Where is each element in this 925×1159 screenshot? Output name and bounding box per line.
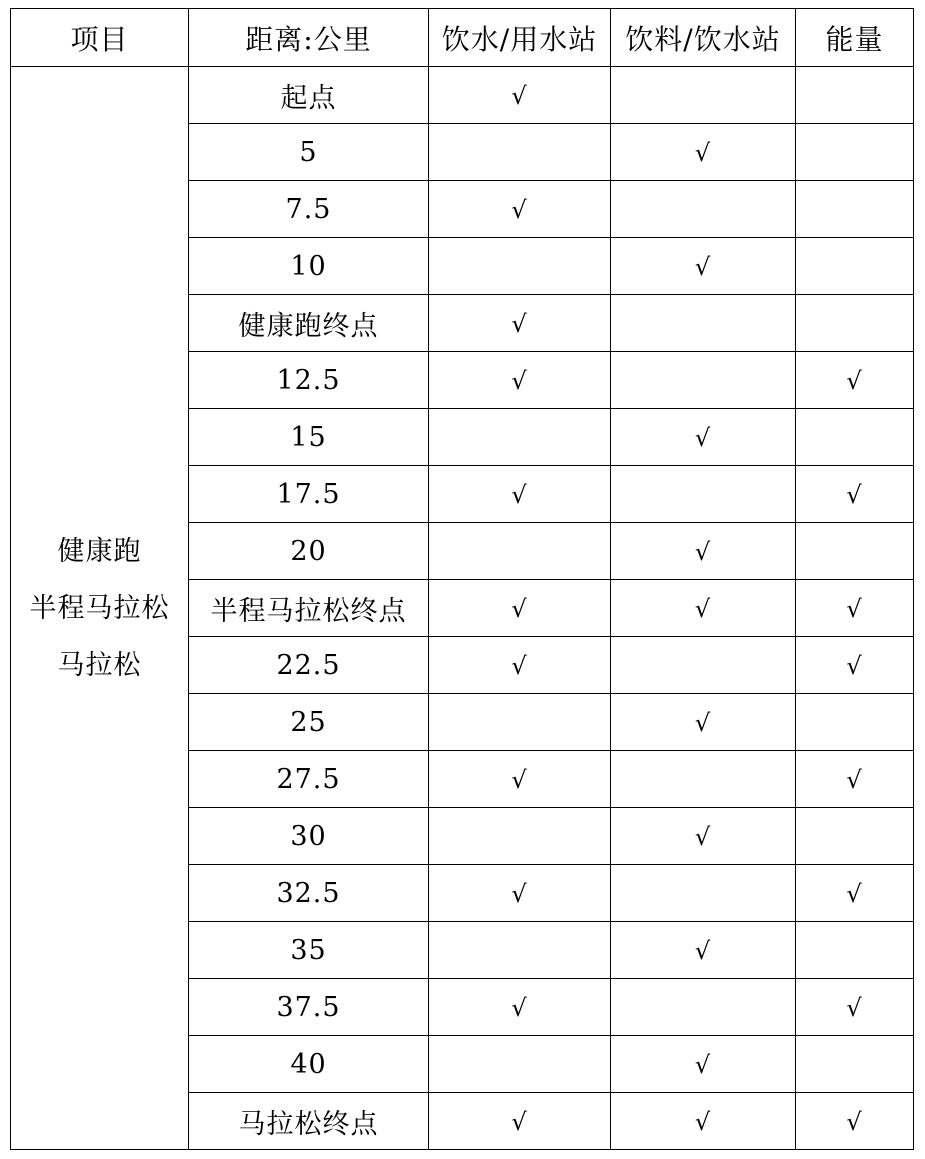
water-station-cell bbox=[429, 694, 611, 751]
water-station-cell bbox=[429, 523, 611, 580]
header-project: 项目 bbox=[11, 9, 189, 67]
energy-cell bbox=[796, 979, 914, 1036]
distance-cell: 25 bbox=[189, 694, 429, 751]
check-mark-icon: √ bbox=[846, 651, 863, 680]
drink-station-cell bbox=[611, 580, 796, 637]
water-station-cell bbox=[429, 922, 611, 979]
check-mark-icon: √ bbox=[846, 1107, 863, 1136]
header-water-station: 饮水/用水站 bbox=[429, 9, 611, 67]
check-mark-icon: √ bbox=[694, 708, 712, 737]
drink-station-cell bbox=[611, 751, 796, 808]
drink-station-cell bbox=[611, 637, 796, 694]
check-mark-icon: √ bbox=[511, 594, 528, 623]
check-mark-icon: √ bbox=[694, 423, 712, 452]
drink-station-cell bbox=[611, 694, 796, 751]
header-row bbox=[11, 9, 914, 67]
distance-cell: 7.5 bbox=[189, 181, 429, 238]
check-mark-icon: √ bbox=[511, 195, 528, 224]
energy-cell bbox=[796, 865, 914, 922]
distance-cell: 5 bbox=[189, 124, 429, 181]
drink-station-cell bbox=[611, 466, 796, 523]
energy-cell bbox=[796, 67, 914, 124]
energy-cell bbox=[796, 694, 914, 751]
water-station-cell bbox=[429, 466, 611, 523]
distance-cell: 40 bbox=[189, 1036, 429, 1093]
drink-station-cell bbox=[611, 295, 796, 352]
check-mark-icon: √ bbox=[694, 594, 712, 623]
drink-station-cell bbox=[611, 865, 796, 922]
project-line: 半程马拉松 bbox=[29, 592, 170, 624]
water-station-cell bbox=[429, 124, 611, 181]
energy-cell bbox=[796, 637, 914, 694]
check-mark-icon: √ bbox=[846, 879, 863, 908]
check-mark-icon: √ bbox=[511, 366, 528, 395]
water-station-cell bbox=[429, 580, 611, 637]
distance-cell: 半程马拉松终点 bbox=[189, 580, 429, 637]
aid-station-table bbox=[10, 8, 914, 1150]
energy-cell bbox=[796, 751, 914, 808]
check-mark-icon: √ bbox=[846, 993, 863, 1022]
water-station-cell bbox=[429, 1036, 611, 1093]
distance-cell: 起点 bbox=[189, 67, 429, 124]
check-mark-icon: √ bbox=[846, 366, 863, 395]
water-station-cell bbox=[429, 67, 611, 124]
check-mark-icon: √ bbox=[511, 309, 528, 338]
check-mark-icon: √ bbox=[511, 81, 528, 110]
water-station-cell bbox=[429, 181, 611, 238]
check-mark-icon: √ bbox=[511, 1107, 528, 1136]
distance-cell: 30 bbox=[189, 808, 429, 865]
distance-cell: 12.5 bbox=[189, 352, 429, 409]
water-station-cell bbox=[429, 637, 611, 694]
water-station-cell bbox=[429, 1093, 611, 1150]
table-body bbox=[11, 67, 914, 1150]
energy-cell bbox=[796, 238, 914, 295]
drink-station-cell bbox=[611, 922, 796, 979]
water-station-cell bbox=[429, 808, 611, 865]
check-mark-icon: √ bbox=[694, 1107, 712, 1136]
energy-cell bbox=[796, 352, 914, 409]
energy-cell bbox=[796, 1036, 914, 1093]
check-mark-icon: √ bbox=[511, 993, 528, 1022]
energy-cell bbox=[796, 466, 914, 523]
energy-cell bbox=[796, 124, 914, 181]
distance-cell: 22.5 bbox=[189, 637, 429, 694]
energy-cell bbox=[796, 295, 914, 352]
distance-cell: 17.5 bbox=[189, 466, 429, 523]
distance-cell: 10 bbox=[189, 238, 429, 295]
check-mark-icon: √ bbox=[694, 936, 712, 965]
distance-cell: 15 bbox=[189, 409, 429, 466]
drink-station-cell bbox=[611, 181, 796, 238]
water-station-cell bbox=[429, 295, 611, 352]
drink-station-cell bbox=[611, 238, 796, 295]
distance-cell: 27.5 bbox=[189, 751, 429, 808]
drink-station-cell bbox=[611, 124, 796, 181]
drink-station-cell bbox=[611, 409, 796, 466]
distance-cell: 马拉松终点 bbox=[189, 1093, 429, 1150]
energy-cell bbox=[796, 523, 914, 580]
distance-cell: 20 bbox=[189, 523, 429, 580]
check-mark-icon: √ bbox=[694, 138, 712, 167]
check-mark-icon: √ bbox=[694, 537, 712, 566]
energy-cell bbox=[796, 580, 914, 637]
header-drink-station: 饮料/饮水站 bbox=[611, 9, 796, 67]
drink-station-cell bbox=[611, 352, 796, 409]
water-station-cell bbox=[429, 409, 611, 466]
distance-cell: 健康跑终点 bbox=[189, 295, 429, 352]
project-cell bbox=[11, 67, 189, 1150]
distance-cell: 37.5 bbox=[189, 979, 429, 1036]
energy-cell bbox=[796, 409, 914, 466]
water-station-cell bbox=[429, 979, 611, 1036]
check-mark-icon: √ bbox=[694, 1050, 712, 1079]
distance-cell: 32.5 bbox=[189, 865, 429, 922]
water-station-cell bbox=[429, 865, 611, 922]
water-station-cell bbox=[429, 238, 611, 295]
distance-cell: 35 bbox=[189, 922, 429, 979]
project-line: 健康跑 bbox=[57, 535, 142, 567]
drink-station-cell bbox=[611, 1036, 796, 1093]
energy-cell bbox=[796, 1093, 914, 1150]
drink-station-cell bbox=[611, 523, 796, 580]
energy-cell bbox=[796, 181, 914, 238]
energy-cell bbox=[796, 808, 914, 865]
check-mark-icon: √ bbox=[846, 594, 863, 623]
check-mark-icon: √ bbox=[511, 651, 528, 680]
check-mark-icon: √ bbox=[511, 765, 528, 794]
check-mark-icon: √ bbox=[846, 765, 863, 794]
project-line: 马拉松 bbox=[57, 649, 142, 681]
header-distance: 距离:公里 bbox=[189, 9, 429, 67]
check-mark-icon: √ bbox=[694, 252, 712, 281]
header-energy: 能量 bbox=[796, 9, 914, 67]
check-mark-icon: √ bbox=[694, 822, 712, 851]
drink-station-cell bbox=[611, 808, 796, 865]
drink-station-cell bbox=[611, 67, 796, 124]
drink-station-cell bbox=[611, 1093, 796, 1150]
check-mark-icon: √ bbox=[511, 879, 528, 908]
table-row bbox=[11, 67, 914, 124]
check-mark-icon: √ bbox=[511, 480, 528, 509]
water-station-cell bbox=[429, 352, 611, 409]
drink-station-cell bbox=[611, 979, 796, 1036]
check-mark-icon: √ bbox=[846, 480, 863, 509]
water-station-cell bbox=[429, 751, 611, 808]
energy-cell bbox=[796, 922, 914, 979]
